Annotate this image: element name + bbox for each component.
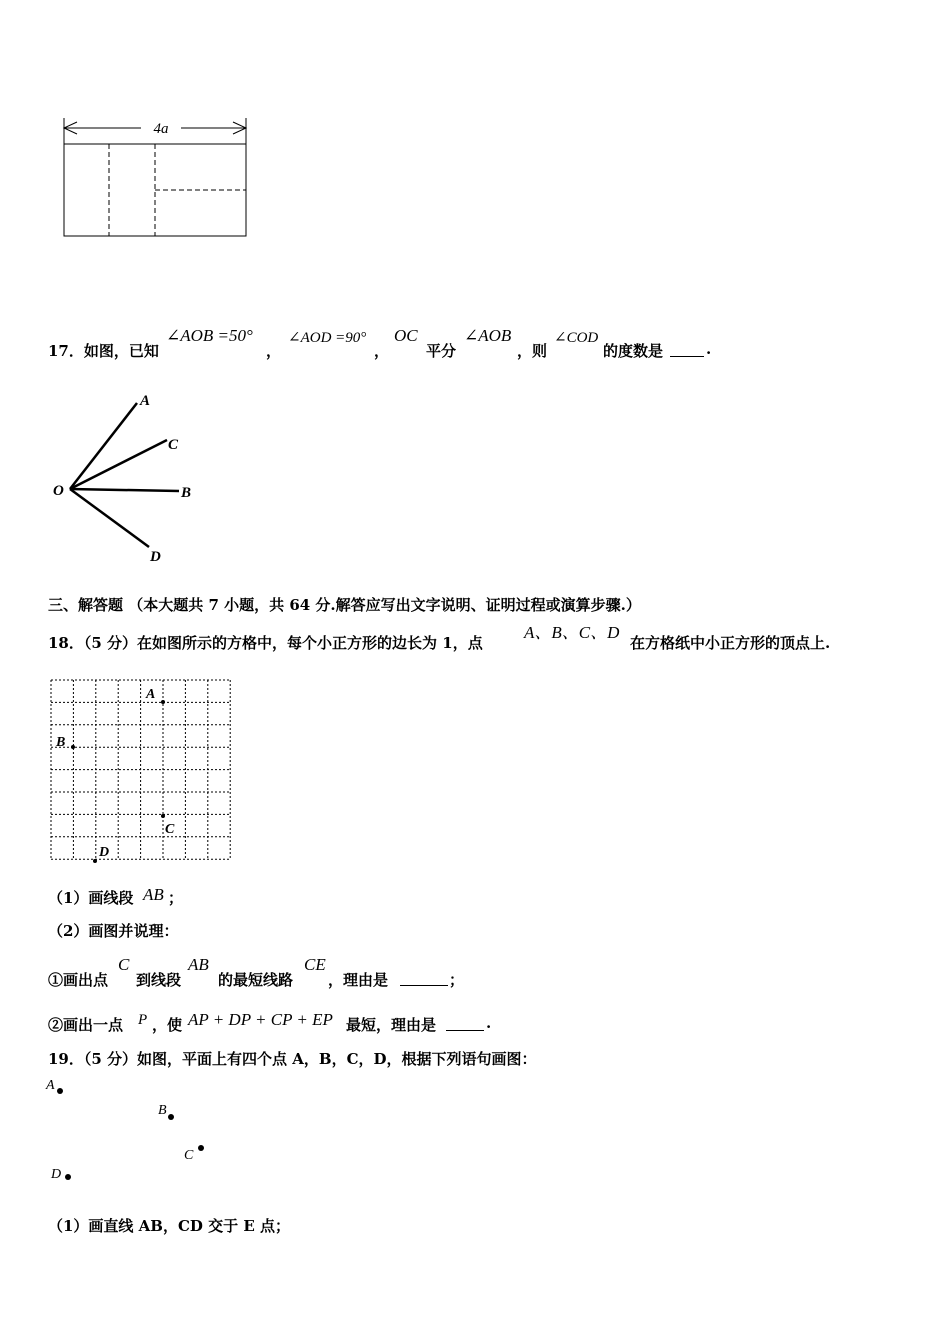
q17-comma-1: ， [266,342,282,360]
q17-comma-2: ， [374,342,390,360]
q18-item1-text-d: ，理由是 [328,971,389,989]
q17-period: . [706,340,712,358]
q18-item2-text-b: ，使 [152,1016,183,1034]
q18-sub1-math: AB [143,885,164,904]
q18-item1-text-a: ①画出点 [48,971,109,989]
q18-item1-point-c: C [118,955,130,974]
section-3-heading: 三、解答题 （本大题共 7 小题，共 64 分.解答应写出文字说明、证明过程或演算步骤.） [48,596,641,614]
q18-item1-end: ； [449,971,465,989]
label-c: C [168,437,179,453]
q18-intro-text: 18．（5 分）在如图所示的方格中，每个小正方形的边长为 1，点 [48,634,483,652]
q18-sub-1 [48,885,348,909]
q18-item1-text-c: 的最短线路 [218,971,294,989]
figure-grid [48,678,232,864]
q18-item-1 [48,955,648,991]
q18-sub1-text: （1）画线段 [48,889,134,907]
point-label-d: D [51,1167,62,1182]
q19-sub-1: （1）画直线 AB，CD 交于 E 点； [48,1217,291,1235]
q18-item2-answer-blank[interactable] [446,1030,484,1031]
question-17 [48,326,928,360]
figure-four-points [44,1075,224,1185]
q17-ray-oc: OC [394,326,418,345]
dot-a [57,1088,63,1094]
q18-item1-path-ce: CE [304,955,326,974]
q18-sub1-end: ； [168,889,184,907]
figure-rectangle-4a [55,110,255,245]
q18-intro-text-2: 在方格纸中小正方形的顶点上. [630,634,831,652]
q18-sub-2: （2）画图并说理： [48,922,179,940]
q18-item2-point-p: P [138,1012,148,1028]
q17-answer-blank[interactable] [670,356,704,357]
label-b: B [181,485,192,501]
dot-b [168,1114,174,1120]
grid-label-b: B [56,735,66,750]
label-o: O [53,483,64,499]
ray-ob [70,489,179,491]
figure-rays [45,385,205,570]
q18-item2-text-a: ②画出一点 [48,1016,124,1034]
dot-c [198,1145,204,1151]
ray-od [70,489,149,547]
q18-item2-expression: AP + DP + CP + EP [188,1010,333,1029]
point-label-c: C [184,1148,194,1163]
q18-item1-text-b: 到线段 [136,971,182,989]
point-label-b: B [158,1103,167,1118]
q18-item-2 [48,1008,648,1036]
point-b [71,745,75,749]
q17-text-then: ，则 [517,342,548,360]
grid-label-a: A [146,687,156,702]
q17-angle-cod: ∠COD [554,330,599,346]
point-d [93,859,97,863]
grid-lines [51,680,230,859]
point-c [161,814,165,818]
q17-text-degree: 的度数是 [603,342,664,360]
grid-label-d: D [99,845,110,860]
question-18-intro [48,618,928,654]
label-d: D [150,549,161,565]
q17-number: 17．如图，已知 [48,342,159,360]
q18-item1-answer-blank[interactable] [400,985,448,986]
dot-d [65,1174,71,1180]
q17-text-bisects: 平分 [426,342,457,360]
q17-angle-aob: ∠AOB [464,326,512,345]
point-label-a: A [46,1078,55,1093]
point-a [161,700,165,704]
width-label: 4a [153,121,169,137]
ray-oc [70,440,167,489]
q18-item2-end: . [486,1014,492,1032]
grid-label-c: C [165,822,175,837]
ray-oa [70,403,137,489]
question-19-intro: 19．（5 分）如图，平面上有四个点 A，B，C，D，根据下列语句画图： [48,1050,537,1068]
label-a: A [140,393,151,409]
q17-angle-aod-90: ∠AOD =90° [288,330,367,346]
q18-item1-segment-ab: AB [188,955,209,974]
q18-item2-text-c: 最短，理由是 [346,1016,437,1034]
q17-angle-aob-50: ∠AOB =50° [166,326,253,345]
q18-points: A、B、C、D [524,623,620,642]
